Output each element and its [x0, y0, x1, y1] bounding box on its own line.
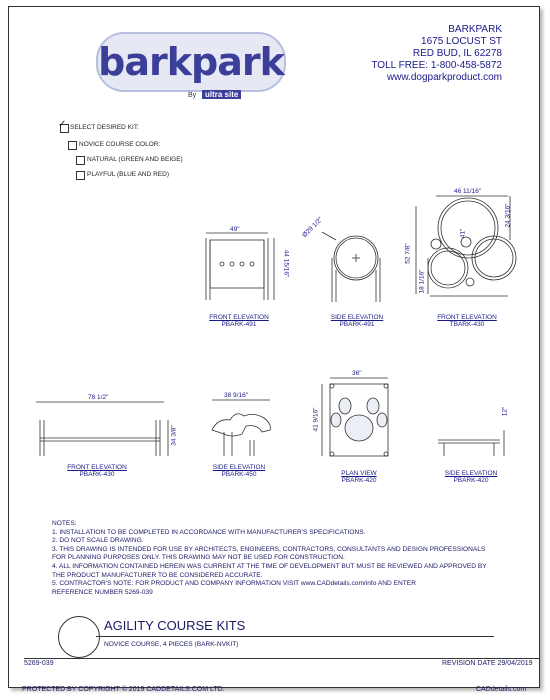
front-elevation-430-drawing [36, 402, 168, 456]
checkmark-icon: ✓ [58, 119, 67, 130]
view-label-front-491: FRONT ELEVATION PBARK-491 [209, 314, 269, 328]
dim-41: 41" [459, 228, 467, 239]
reference-number: 5269-039 [24, 660, 54, 667]
note-line: 3. THIS DRAWING IS INTENDED FOR USE BY ARCHITECTS, ENGINEERS, CONTRACTORS, CONSULTANTS AND DESIGN PROFESSIONALS [52, 545, 486, 553]
novice-label: NOVICE COURSE COLOR: [79, 141, 161, 148]
note-line: REFERENCE NUMBER 5269-039 [52, 588, 153, 596]
front-elevation-491-drawing [206, 233, 274, 300]
dim-24-3-16: 24 3/16" [504, 203, 512, 228]
company-name: BARKPARK [448, 24, 502, 35]
title-block-line [24, 658, 540, 659]
title-divider [96, 636, 494, 637]
dim-78-1-2: 78 1/2" [88, 394, 109, 401]
select-kit-label: SELECT DESIRED KIT: [70, 124, 139, 131]
side-elevation-420-drawing [438, 430, 504, 456]
notes-block [52, 520, 487, 597]
natural-label: NATURAL (GREEN AND BEIGE) [87, 156, 183, 163]
drawing-title: AGILITY COURSE KITS [104, 618, 246, 633]
note-line: 2. DO NOT SCALE DRAWING. [52, 537, 144, 545]
notes-heading: NOTES: [52, 520, 77, 527]
note-line: 1. INSTALLATION TO BE COMPLETED IN ACCORDANCE WITH MANUFACTURER'S SPECIFICATIONS. [52, 528, 366, 536]
dim-44-15-16: 44 15/16" [282, 249, 290, 278]
dim-38-9-16: 38 9/16" [224, 392, 248, 399]
dim-18-1-16: 18 1/16" [418, 269, 426, 294]
company-web: www.dogparkproduct.com [386, 72, 502, 83]
view-label-side-491: SIDE ELEVATION PBARK-491 [330, 314, 384, 328]
dim-52-7-8: 52 7/8" [404, 243, 412, 264]
dim-36: 36" [352, 370, 362, 377]
logo-by: By [188, 92, 197, 99]
company-phone: TOLL FREE: 1-800-458-5872 [371, 60, 502, 71]
dim-12: 12" [501, 406, 509, 417]
front-elevation-430-rings-drawing [416, 196, 516, 296]
note-line: 5. CONTRACTOR'S NOTE: FOR PRODUCT AND COMPANY INFORMATION VISIT www.CADdetails.com/info AND ENTER [52, 580, 416, 588]
dim-46-11-16: 46 11/16" [454, 188, 482, 195]
dim-29-1-2: Ø29 1/2" [301, 216, 325, 239]
revision-date: REVISION DATE 29/04/2019 [442, 660, 533, 667]
note-line: THE PRODUCT MANUFACTURER TO BE CONSIDERED ACCURATE. [52, 571, 263, 579]
note-line: 4. ALL INFORMATION CONTAINED HEREIN WAS CURRENT AT THE TIME OF DEVELOPMENT BUT MUST BE REVIEWED AND APPROVED BY [52, 562, 487, 570]
view-label-front-430: FRONT ELEVATION PBARK-430 [67, 464, 127, 478]
plan-view-420-drawing [322, 378, 388, 456]
company-address2: RED BUD, IL 62278 [412, 48, 502, 59]
side-elevation-450-drawing [212, 400, 270, 456]
copyright-text: PROTECTED BY COPYRIGHT © 2019 CADDETAILS.COM LTD. [22, 686, 225, 693]
view-label-side-450: SIDE ELEVATION PBARK-450 [212, 464, 266, 478]
company-address1: 1675 LOCUST ST [421, 36, 502, 47]
dim-34-3-8: 34 3/8" [170, 425, 178, 446]
side-elevation-491-drawing [322, 232, 380, 302]
view-label-side-420: SIDE ELEVATION PBARK-420 [444, 470, 498, 484]
playful-label: PLAYFUL (BLUE AND RED) [87, 171, 169, 178]
dim-41-9-16: 41 9/16" [312, 407, 320, 432]
caddetails-link[interactable]: CADdetails.com [476, 686, 527, 693]
drawing-subtitle: NOVICE COURSE, 4 PIECES (BARK-NVKIT) [104, 641, 239, 648]
view-label-front-tbark430: FRONT ELEVATION TBARK-430 [437, 314, 497, 328]
logo-text: barkpark [98, 40, 284, 84]
title-circle [58, 616, 100, 658]
dim-49: 49" [230, 226, 240, 233]
view-label-plan-420: PLAN VIEW PBARK-420 [341, 470, 377, 484]
note-line: FOR PLANNING PURPOSES ONLY. THIS DRAWING MAY NOT BE USED FOR CONSTRUCTION. [52, 554, 345, 562]
ultrasite-logo: ultra site [202, 90, 241, 99]
